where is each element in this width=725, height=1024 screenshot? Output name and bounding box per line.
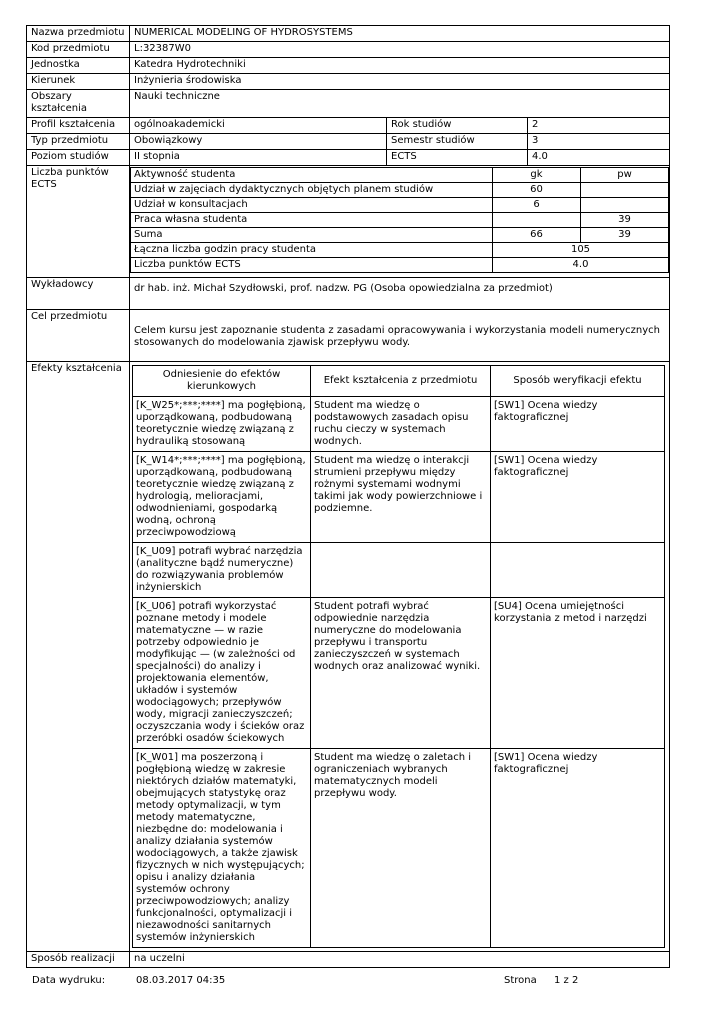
ects-header-name: Aktywność studenta: [131, 168, 493, 183]
label-rok: Rok studiów: [387, 118, 528, 134]
ects-row: Udział w zajęciach dydaktycznych objętych planem studiów 60: [131, 183, 669, 198]
row-sposob: [27, 952, 670, 968]
row-cel: [27, 310, 670, 362]
row-kod: [27, 42, 670, 58]
efekty-header: [133, 366, 665, 397]
page-number: 1 z 2: [554, 975, 579, 986]
value-ects: 4.0: [528, 150, 670, 166]
row-efekty: [27, 362, 670, 952]
efekty-row: [K_W25*;***;****] ma pogłębioną, uporządkowaną, podbudowaną teoretycznie wiedzę związaną z hydrauliką stosowaną Student ma wiedzę o podstawowych zasadach opisu ruchu cieczy w systemach wodnych. [SW1] Ocena wiedzy faktograficznej: [133, 397, 665, 452]
ects-row: Udział w konsultacjach 6: [131, 198, 669, 213]
label-nazwa: Nazwa przedmiotu: [27, 26, 130, 42]
row-kierunek: [27, 74, 670, 90]
efekty-header-effect: Efekt kształcenia z przedmiotu: [311, 366, 491, 397]
efekty-header-ref: Odniesienie do efektów kierunkowych: [133, 366, 311, 397]
ects-total-points: Liczba punktów ECTS 4.0: [131, 258, 669, 273]
value-kierunek: Inżynieria środowiska: [130, 74, 670, 90]
efekty-table: [132, 365, 665, 948]
ects-table: [130, 167, 669, 273]
efekty-row: [K_W01] ma poszerzoną i pogłębioną wiedzę w zakresie niektórych działów matematyki, obejmujących statystykę oraz metody optymalizacji, w tym metody matematyczne, niezbędne do: modelowania i analizy działania systemów wodociągowych, a także zjawisk fizycznych w nich występujących; opisu i analizy działania systemów ochrony przeciwpowodziowych; analizy funkcjonalności, optymalizacji i niezawodności sanitarnych systemów inżynierskich Student ma wiedzę o zaletach i ograniczeniach wybranych matematycznych modeli przepływu wody. [SW1] Ocena wiedzy faktograficznej: [133, 749, 665, 948]
value-wykladowcy: dr hab. inż. Michał Szydłowski, prof. nadzw. PG (Osoba opowiedzialna za przedmiot): [130, 278, 670, 310]
label-cel: Cel przedmiotu: [27, 310, 130, 362]
label-jednostka: Jednostka: [27, 58, 130, 74]
row-nazwa: [27, 26, 670, 42]
label-profil: Profil kształcenia: [27, 118, 130, 134]
row-profil: [27, 118, 670, 134]
label-sposob: Sposób realizacji: [27, 952, 130, 968]
row-liczba-ects: [27, 166, 670, 278]
value-typ: Obowiązkowy: [130, 134, 387, 150]
label-kierunek: Kierunek: [27, 74, 130, 90]
row-obszary: [27, 90, 670, 118]
row-typ: [27, 134, 670, 150]
value-rok: 2: [528, 118, 670, 134]
value-semestr: 3: [528, 134, 670, 150]
label-ects: ECTS: [387, 150, 528, 166]
ects-row: Praca własna studenta 39: [131, 213, 669, 228]
value-profil: ogólnoakademicki: [130, 118, 387, 134]
value-jednostka: Katedra Hydrotechniki: [130, 58, 670, 74]
ects-header-pw: pw: [581, 168, 669, 183]
page-label: Strona: [504, 975, 537, 986]
value-kod: L:32387W0: [130, 42, 670, 58]
label-semestr: Semestr studiów: [387, 134, 528, 150]
ects-header: [131, 168, 669, 183]
row-poziom: [27, 150, 670, 166]
efekty-row: [K_U09] potrafi wybrać narzędzia (analityczne bądź numeryczne) do rozwiązywania problemów inżynierskich: [133, 543, 665, 598]
ects-header-gk: gk: [493, 168, 581, 183]
row-wykladowcy: [27, 278, 670, 310]
print-date-value: 08.03.2017 04:35: [136, 975, 226, 986]
ects-total-hours: Łączna liczba godzin pracy studenta 105: [131, 243, 669, 258]
efekty-row: [K_U06] potrafi wykorzystać poznane metody i modele matematyczne — w razie potrzeby odpowiednio je modyfikując — (w zależności od specjalności) do analizy i projektowania elementów, układów i systemów wodociągowych; przepływów wody, migracji zanieczyszczeń; oczyszczania wody i ścieków oraz przeróbki osadów ściekowych Student potrafi wybrać odpowiednie narzędzia numeryczne do modelowania przepływu i transportu zanieczyszczeń w systemach wodnych oraz analizować wyniki. [SU4] Ocena umiejętności korzystania z metod i narzędzi: [133, 598, 665, 749]
label-typ: Typ przedmiotu: [27, 134, 130, 150]
ects-row-suma: Suma 66 39: [131, 228, 669, 243]
course-card: [26, 25, 669, 968]
value-nazwa: NUMERICAL MODELING OF HYDROSYSTEMS: [130, 26, 670, 42]
value-poziom: II stopnia: [130, 150, 387, 166]
efekty-header-method: Sposób weryfikacji efektu: [491, 366, 665, 397]
value-cel: Celem kursu jest zapoznanie studenta z zasadami opracowywania i wykorzystania modeli numerycznych stosowanych do modelowania zjawisk przepływu wody.: [130, 310, 670, 362]
print-date-label: Data wydruku:: [32, 975, 106, 986]
efekty-row: [K_W14*;***;****] ma pogłębioną, uporządkowaną, podbudowaną teoretycznie wiedzę związaną z hydrologią, melioracjami, odwodnieniami, gospodarką wodną, ochroną przeciwpowodziową Student ma wiedzę o interakcji strumieni przepływu między rożnymi systemami wodnymi takimi jak wody powierzchniowe i podziemne. [SW1] Ocena wiedzy faktograficznej: [133, 452, 665, 543]
label-kod: Kod przedmiotu: [27, 42, 130, 58]
label-poziom: Poziom studiów: [27, 150, 130, 166]
label-wykladowcy: Wykładowcy: [27, 278, 130, 310]
label-efekty: Efekty kształcenia: [27, 362, 130, 952]
value-sposob: na uczelni: [130, 952, 670, 968]
row-jednostka: [27, 58, 670, 74]
value-obszary: Nauki techniczne: [130, 90, 670, 118]
label-liczba-ects: Liczba punktów ECTS: [27, 166, 130, 278]
course-table: [26, 25, 670, 968]
label-obszary: Obszary kształcenia: [27, 90, 130, 118]
